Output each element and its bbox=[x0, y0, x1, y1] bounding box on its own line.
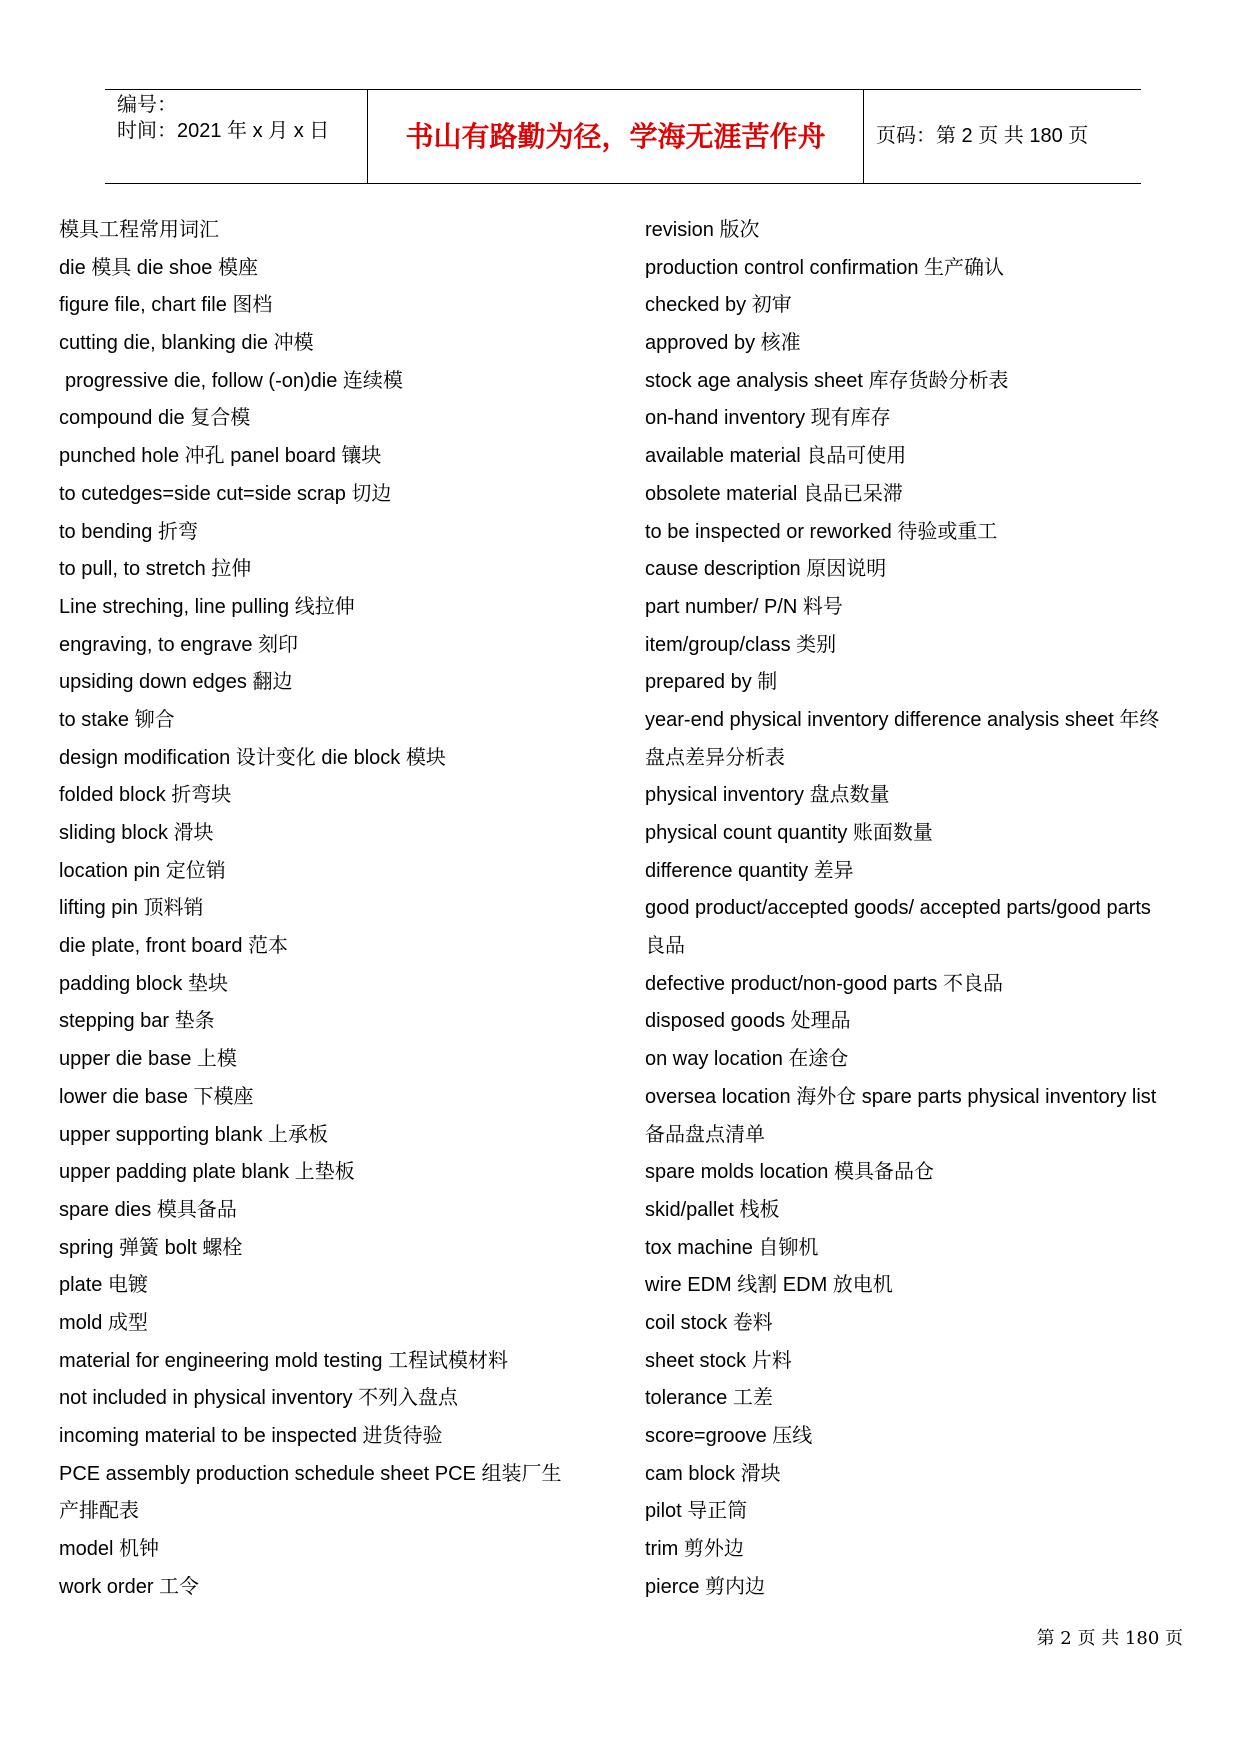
vocab-entry: good product/accepted goods/ accepted parts/good parts bbox=[645, 897, 1151, 920]
vocab-entry: engraving, to engrave 刻印 bbox=[59, 633, 299, 656]
right-vocabulary-column bbox=[645, 212, 1215, 1606]
document-header bbox=[105, 89, 1141, 184]
vocab-entry: 良品 bbox=[645, 935, 685, 958]
vocab-entry: punched hole 冲孔 panel board 镶块 bbox=[59, 445, 382, 468]
vocab-entry: progressive die, follow (-on)die 连续模 bbox=[65, 369, 403, 392]
vocab-entry: checked by 初审 bbox=[645, 294, 792, 317]
vocab-entry: on way location 在途仓 bbox=[645, 1048, 849, 1071]
vocab-entry: coil stock 卷料 bbox=[645, 1311, 773, 1334]
vocab-entry: lifting pin 顶料销 bbox=[59, 897, 204, 920]
page-code: 页码：第 2 页 共 180 页 bbox=[876, 125, 1089, 147]
vocab-entry: cam block 滑块 bbox=[645, 1462, 781, 1485]
vocab-entry: 产排配表 bbox=[59, 1500, 139, 1523]
motto-text: 书山有路勤为径，学海无涯苦作舟 bbox=[405, 120, 826, 153]
vocab-entry: spare molds location 模具备品仓 bbox=[645, 1161, 934, 1184]
vocab-entry: skid/pallet 栈板 bbox=[645, 1198, 780, 1221]
vocab-entry: PCE assembly production schedule sheet PCE 组装厂生 bbox=[59, 1462, 562, 1485]
vocab-entry: defective product/non-good parts 不良品 bbox=[645, 972, 1003, 995]
vocab-entry: to pull, to stretch 拉伸 bbox=[59, 558, 252, 581]
vocab-entry: spring 弹簧 bolt 螺栓 bbox=[59, 1236, 243, 1259]
vocab-entry: sheet stock 片料 bbox=[645, 1349, 792, 1372]
vocab-entry: available material 良品可使用 bbox=[645, 445, 907, 468]
vocab-entry: folded block 折弯块 bbox=[59, 784, 232, 807]
vocab-entry: trim 剪外边 bbox=[645, 1538, 744, 1561]
vocab-entry: to bending 折弯 bbox=[59, 520, 198, 543]
vocab-entry: upper padding plate blank 上垫板 bbox=[59, 1161, 355, 1184]
vocab-entry: 盘点差异分析表 bbox=[645, 746, 785, 769]
vocab-entry: wire EDM 线割 EDM 放电机 bbox=[645, 1274, 893, 1297]
vocab-entry: score=groove 压线 bbox=[645, 1425, 813, 1447]
header-page-cell bbox=[864, 90, 1141, 183]
vocab-entry: upper supporting blank 上承板 bbox=[59, 1123, 329, 1146]
vocab-entry: obsolete material 良品已呆滞 bbox=[645, 482, 903, 505]
vocab-entry: tox machine 自铆机 bbox=[645, 1236, 819, 1259]
vocab-entry: location pin 定位销 bbox=[59, 859, 226, 882]
vocab-entry: part number/ P/N 料号 bbox=[645, 595, 843, 618]
vocab-entry: material for engineering mold testing 工程试模材料 bbox=[59, 1349, 509, 1372]
vocab-entry: tolerance 工差 bbox=[645, 1387, 773, 1410]
vocab-entry: model 机钟 bbox=[59, 1538, 160, 1561]
vocab-entry: approved by 核准 bbox=[645, 332, 801, 355]
vocab-entry: oversea location 海外仓 spare parts physical inventory list bbox=[645, 1085, 1157, 1108]
vocab-entry: die plate, front board 范本 bbox=[59, 935, 289, 958]
vocab-entry: plate 电镀 bbox=[59, 1274, 148, 1297]
vocab-entry: pierce 剪内边 bbox=[645, 1575, 766, 1598]
vocab-entry: difference quantity 差异 bbox=[645, 859, 854, 882]
vocab-entry: on-hand inventory 现有库存 bbox=[645, 407, 891, 430]
vocab-entry: physical inventory 盘点数量 bbox=[645, 784, 890, 807]
vocab-entry: upper die base 上模 bbox=[59, 1048, 237, 1071]
vocab-entry: figure file, chart file 图档 bbox=[59, 294, 273, 317]
vocab-entry: die 模具 die shoe 模座 bbox=[59, 256, 258, 279]
vocab-entry: cutting die, blanking die 冲模 bbox=[59, 332, 314, 355]
vocab-entry: lower die base 下模座 bbox=[59, 1085, 254, 1108]
left-vocabulary-column bbox=[59, 212, 629, 1606]
number-label: 编号： bbox=[117, 94, 177, 116]
vocab-entry: padding block 垫块 bbox=[59, 972, 228, 995]
vocab-entry: cause description 原因说明 bbox=[645, 558, 887, 581]
vocab-entry: incoming material to be inspected 进货待验 bbox=[59, 1425, 443, 1447]
time-label: 时间：2021 年 x 月 x 日 bbox=[117, 120, 330, 142]
vocab-entry: item/group/class 类别 bbox=[645, 633, 837, 656]
header-info-cell bbox=[105, 90, 368, 183]
vocab-entry: spare dies 模具备品 bbox=[59, 1198, 237, 1221]
vocab-entry: sliding block 滑块 bbox=[59, 822, 214, 844]
vocab-entry: physical count quantity 账面数量 bbox=[645, 822, 933, 844]
vocab-entry: stock age analysis sheet 库存货龄分析表 bbox=[645, 369, 1009, 392]
vocab-entry: compound die 复合模 bbox=[59, 407, 251, 430]
vocab-entry: work order 工令 bbox=[59, 1575, 200, 1598]
vocab-entry: to stake 铆合 bbox=[59, 708, 175, 731]
vocab-entry: year-end physical inventory difference analysis sheet 年终 bbox=[645, 708, 1160, 731]
vocab-entry: production control confirmation 生产确认 bbox=[645, 256, 1005, 279]
page-footer: 第 2 页 共 180 页 bbox=[1036, 1628, 1183, 1649]
header-motto-cell bbox=[368, 90, 864, 183]
vocab-entry: Line streching, line pulling 线拉伸 bbox=[59, 595, 355, 618]
vocab-entry: stepping bar 垫条 bbox=[59, 1010, 215, 1033]
vocab-entry: to be inspected or reworked 待验或重工 bbox=[645, 520, 998, 543]
vocab-entry: to cutedges=side cut=side scrap 切边 bbox=[59, 482, 392, 505]
vocab-entry: disposed goods 处理品 bbox=[645, 1010, 851, 1033]
vocab-entry: pilot 导正筒 bbox=[645, 1500, 748, 1523]
vocab-entry: not included in physical inventory 不列入盘点 bbox=[59, 1387, 459, 1410]
vocab-entry: prepared by 制 bbox=[645, 671, 778, 694]
vocab-entry: revision 版次 bbox=[645, 219, 760, 241]
vocab-entry: upsiding down edges 翻边 bbox=[59, 671, 293, 694]
vocab-entry: design modification 设计变化 die block 模块 bbox=[59, 746, 446, 769]
vocab-entry: mold 成型 bbox=[59, 1311, 148, 1334]
vocab-entry: 备品盘点清单 bbox=[645, 1123, 765, 1146]
section-title: 模具工程常用词汇 bbox=[59, 219, 219, 241]
